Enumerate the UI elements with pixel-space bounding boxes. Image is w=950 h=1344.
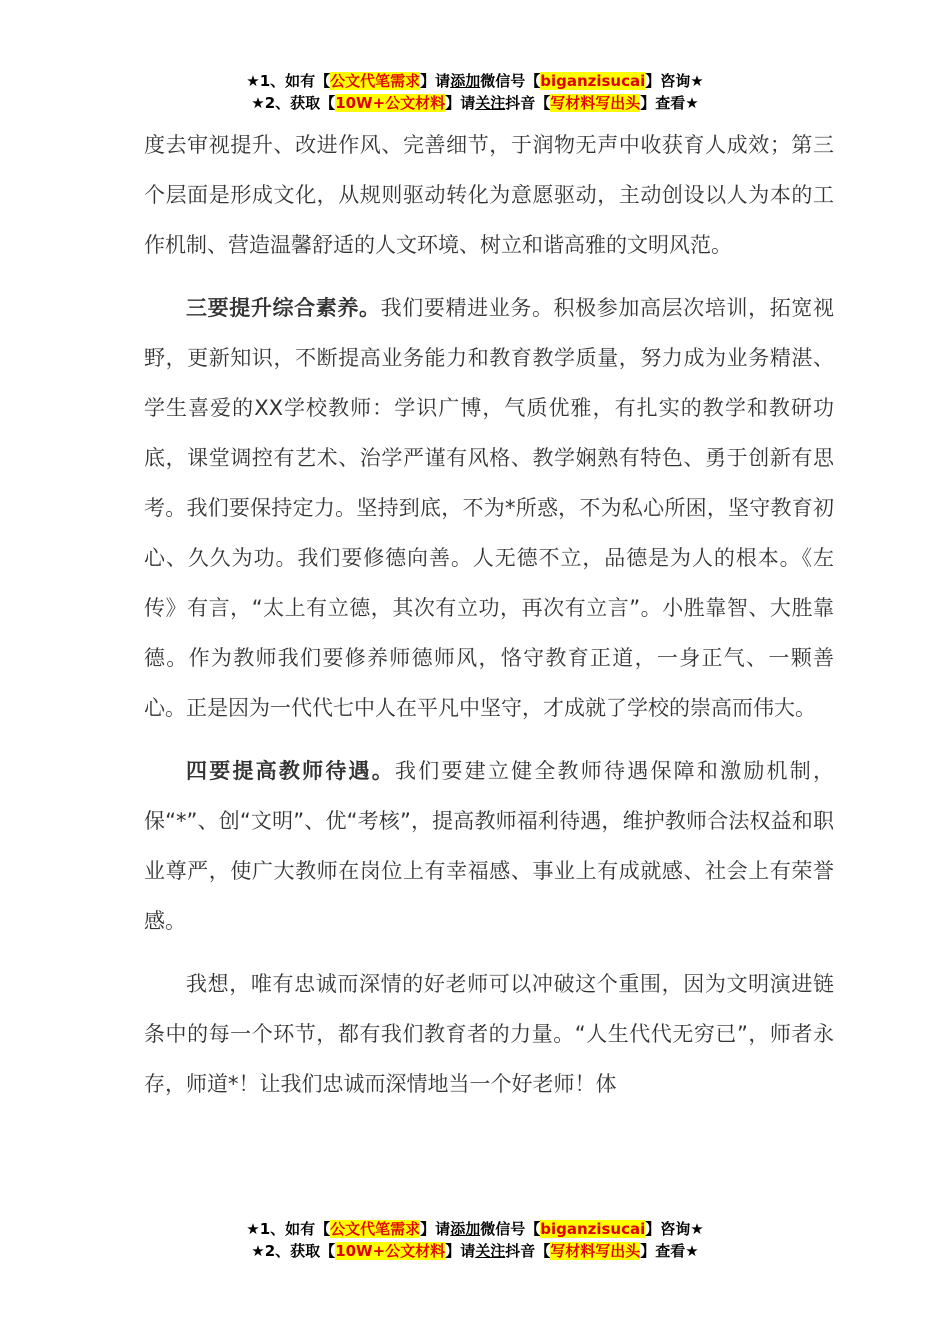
banner-text: 】请	[420, 1220, 451, 1238]
banner-underlined: 添加	[450, 1220, 481, 1238]
banner-text: ★2、获取【	[251, 94, 336, 112]
paragraph-3	[144, 746, 834, 946]
header-banner	[0, 70, 950, 114]
paragraph-2	[144, 283, 834, 733]
banner-text: 】咨询★	[645, 72, 704, 90]
banner-highlight: 10W+公文材料	[335, 1242, 446, 1260]
banner-text: ★1、如有【	[246, 1220, 331, 1238]
header-banner-line-1	[0, 70, 950, 92]
banner-text: ★2、获取【	[251, 1242, 336, 1260]
banner-text: 】请	[420, 72, 451, 90]
banner-text: 微信号【	[480, 1220, 541, 1238]
banner-wechat-id: biganzisucai	[540, 1220, 646, 1238]
banner-text: ★1、如有【	[246, 72, 331, 90]
banner-highlight: 公文代笔需求	[330, 1220, 421, 1238]
footer-banner-line-1	[0, 1218, 950, 1240]
banner-text: 抖音【	[505, 1242, 551, 1260]
banner-douyin-name: 写材料写出头	[550, 94, 641, 112]
banner-text: 微信号【	[480, 72, 541, 90]
paragraph-4: 我想，唯有忠诚而深情的好老师可以冲破这个重围，因为文明演进链条中的每一个环节，都有我们教育者的力量。“人生代代无穷已”，师者永存，师道*！让我们忠诚而深情地当一个好老师！体	[144, 972, 834, 1096]
paragraph-2-text: 我们要精进业务。积极参加高层次培训，拓宽视野，更新知识，不断提高业务能力和教育教学质量，努力成为业务精湛、学生喜爱的XX学校教师：学识广博，气质优雅，有扎实的教学和教研功底，课堂调控有艺术、治学严谨有风格、教学娴熟有特色、勇于创新有思考。我们要保持定力。坚持到底，不为*所惑，不为私心所困，坚守教育初心、久久为功。我们要修德向善。人无德不立，品德是为人的根本。《左传》有言，“太上有立德，其次有立功，再次有立言”。小胜靠智、大胜靠德。作为教师我们要修养师德师风，恪守教育正道，一身正气、一颗善心。正是因为一代代七中人在平凡中坚守，才成就了学校的崇高而伟大。	[144, 296, 835, 720]
banner-text: 】咨询★	[645, 1220, 704, 1238]
banner-underlined: 添加	[450, 72, 481, 90]
banner-underlined: 关注	[475, 1242, 506, 1260]
banner-text: 抖音【	[505, 94, 551, 112]
banner-douyin-name: 写材料写出头	[550, 1242, 641, 1260]
banner-wechat-id: biganzisucai	[540, 72, 646, 90]
banner-text: 】查看★	[640, 1242, 699, 1260]
paragraph-2-heading: 三要提升综合素养。	[186, 296, 381, 320]
banner-text: 】查看★	[640, 94, 699, 112]
banner-text: 】请	[445, 94, 476, 112]
footer-banner	[0, 1218, 950, 1262]
paragraph-3-heading: 四要提高教师待遇。	[186, 759, 395, 783]
document-body	[144, 120, 834, 1109]
header-banner-line-2	[0, 92, 950, 114]
banner-highlight: 公文代笔需求	[330, 72, 421, 90]
footer-banner-line-2	[0, 1240, 950, 1262]
banner-text: 】请	[445, 1242, 476, 1260]
paragraph-1: 度去审视提升、改进作风、完善细节，于润物无声中收获育人成效；第三个层面是形成文化，从规则驱动转化为意愿驱动，主动创设以人为本的工作机制、营造温馨舒适的人文环境、树立和谐高雅的文明风范。	[144, 133, 834, 257]
banner-underlined: 关注	[475, 94, 506, 112]
banner-highlight: 10W+公文材料	[335, 94, 446, 112]
paragraph-3-text: 我们要建立健全教师待遇保障和激励机制，保“*”、创“文明”、优“考核”，提高教师福利待遇，维护教师合法权益和职业尊严，使广大教师在岗位上有幸福感、事业上有成就感、社会上有荣誉感。	[144, 759, 834, 933]
